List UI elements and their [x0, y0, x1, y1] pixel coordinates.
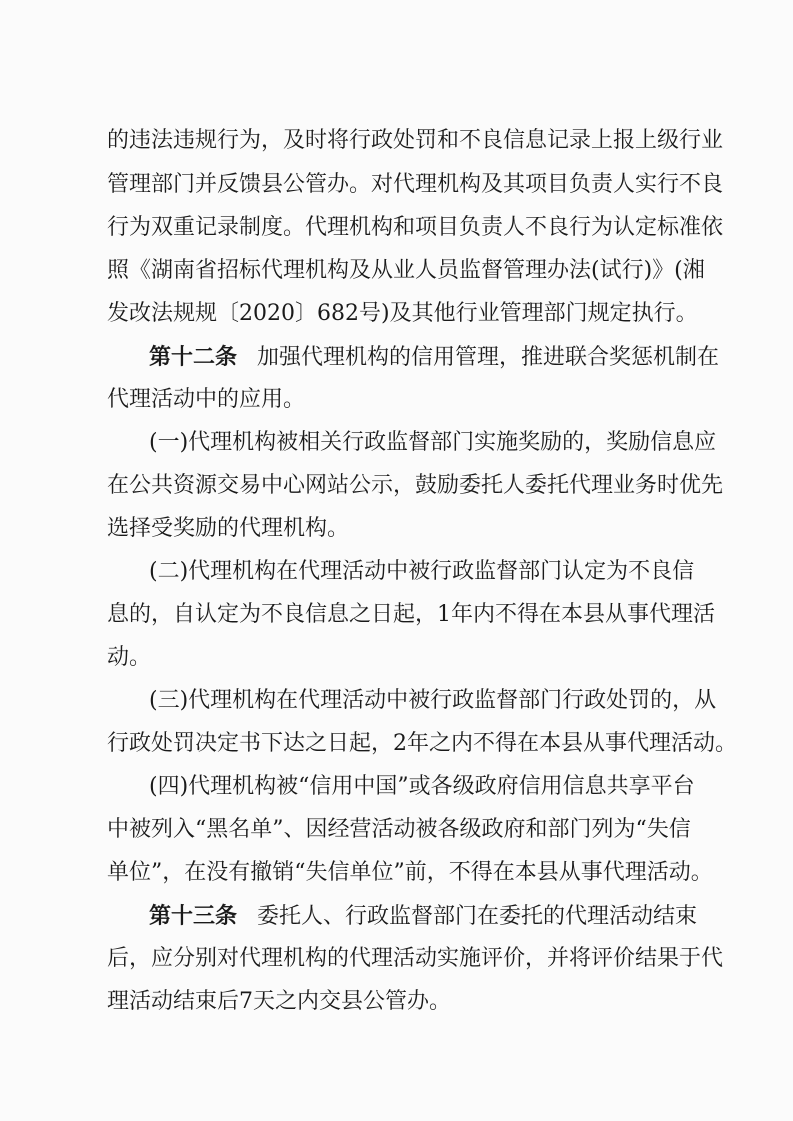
body-line: 理活动结束后7天之内交县公管办。 — [107, 989, 451, 1014]
body-line: 的违法违规行为，及时将行政处罚和不良信息记录上报上级行业 — [107, 128, 724, 153]
article-heading: 第十三条 — [149, 903, 238, 929]
article-line — [149, 901, 698, 932]
body-line: 选择受奖励的代理机构。 — [107, 516, 350, 541]
body-line: 行政处罚决定书下达之日起，2年之内不得在本县从事代理活动。 — [107, 731, 737, 756]
body-line: 后，应分别对代理机构的代理活动实施评价，并将评价结果于代 — [107, 946, 724, 971]
article-heading: 第十二条 — [149, 344, 238, 370]
article-text: 委托人、行政监督部门在委托的代理活动结束 — [257, 904, 698, 929]
body-line: 行为双重记录制度。代理机构和项目负责人不良行为认定标准依 — [107, 215, 724, 240]
body-line: 动。 — [107, 645, 152, 670]
body-line: 在公共资源交易中心网站公示，鼓励委托人委托代理业务时优先 — [107, 473, 724, 498]
body-line: 息的，自认定为不良信息之日起，1年内不得在本县从事代理活 — [107, 602, 715, 627]
body-line: (一)代理机构被相关行政监督部门实施奖励的，奖励信息应 — [149, 430, 717, 455]
article-text: 加强代理机构的信用管理，推进联合奖惩机制在 — [257, 345, 720, 370]
article-line — [149, 342, 720, 373]
body-line: 发改法规规〔2020〕682号)及其他行业管理部门规定执行。 — [107, 301, 698, 326]
body-line: (三)代理机构在代理活动中被行政监督部门行政处罚的，从 — [149, 688, 717, 713]
body-line: 管理部门并反馈县公管办。对代理机构及其项目负责人实行不良 — [107, 172, 724, 197]
body-line: 代理活动中的应用。 — [107, 387, 306, 412]
body-line: (四)代理机构被“信用中国”或各级政府信用信息共享平台 — [149, 774, 695, 799]
body-line: (二)代理机构在代理活动中被行政监督部门认定为不良信 — [149, 559, 695, 584]
body-line: 照《湖南省招标代理机构及从业人员监督管理办法(试行)》(湘 — [107, 258, 705, 283]
body-line: 中被列入“黑名单”、因经营活动被各级政府和部门列为“失信 — [107, 817, 691, 842]
body-line: 单位”，在没有撤销“失信单位”前，不得在本县从事代理活动。 — [107, 860, 713, 885]
